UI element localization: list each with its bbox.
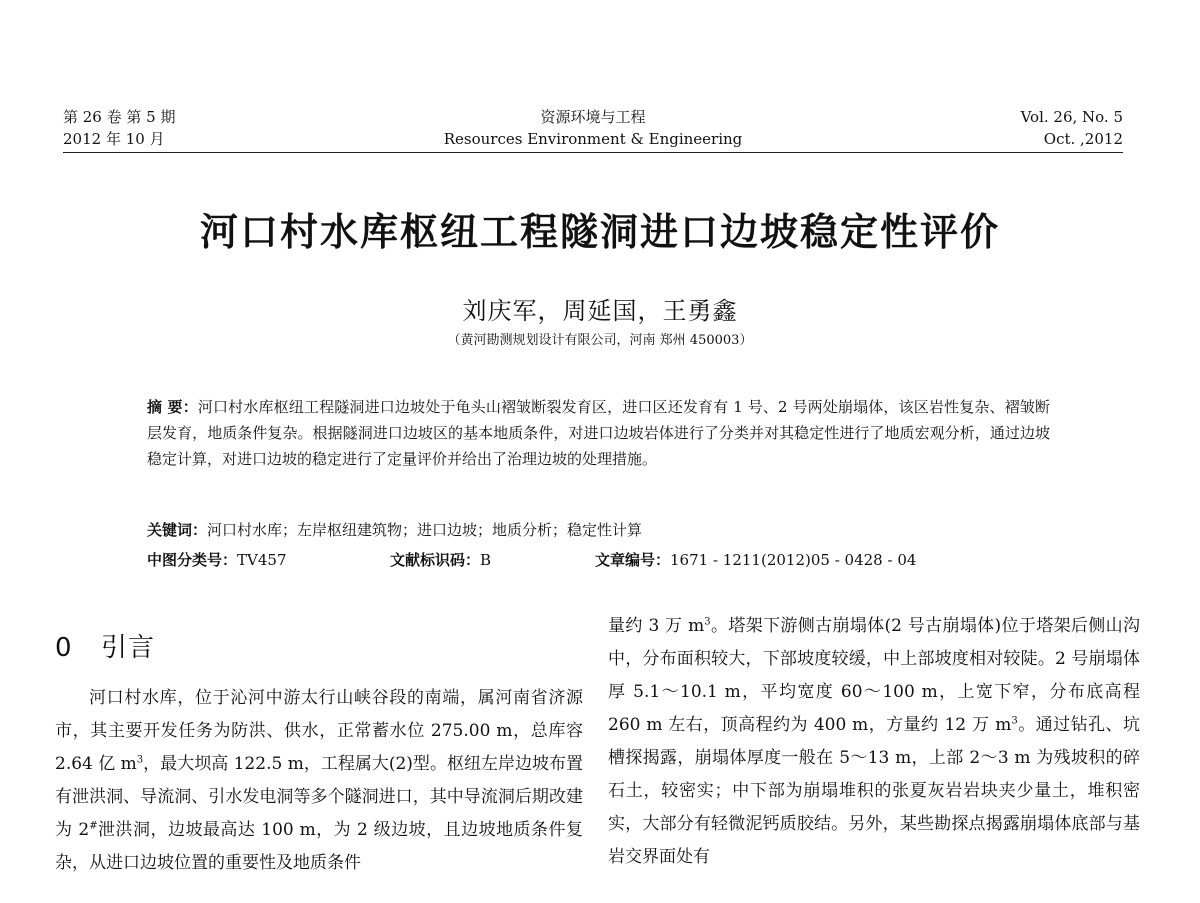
classification-line — [147, 548, 1050, 572]
affiliation: （黄河勘测规划设计有限公司，河南 郑州 450003） — [447, 333, 753, 348]
body-column-right — [608, 610, 1140, 874]
doc-label: 文献标识码： — [390, 551, 481, 569]
left-text-1: 河口村水库，位于沁河中游太行山峡谷段的南端，属河南省济源市，其主要开发任务为防洪、供水，正常蓄水位 275.00 m，总库容 2.64 亿 m — [55, 688, 583, 774]
right-text-2: 。塔架下游侧古崩塌体(2 号古崩塌体)位于塔架后侧山沟中，分布面积较大，下部坡度较缓，中上部坡度相对较陡。2 号崩塌体厚 5.1～10.1 m，平均宽度 60～100 m，上宽下窄，分布底高程 260 m 左右，顶高程约为 400 m，方量约 12 万 m — [608, 616, 1140, 735]
superscript-hash: # — [89, 820, 98, 832]
article-label: 文章编号： — [595, 551, 671, 569]
clc-number — [147, 548, 286, 572]
left-text-2: ，最大坝高 122.5 m，工程属大(2)型。枢纽左岸边坡布置有泄洪洞、导流洞、引水发电洞等多个隧洞进口，其中导流洞后期改建为 2 — [55, 754, 583, 840]
keywords — [147, 518, 1050, 542]
authors: 刘庆军，周延国，王勇鑫 — [462, 297, 738, 325]
superscript-cubic: 3 — [136, 754, 144, 766]
right-text-3: 。通过钻孔、坑槽探揭露，崩塌体厚度一般在 5～13 m，上部 2～3 m 为残坡积的碎石土，较密实；中下部为崩塌堆积的张夏灰岩岩块夹少量土，堆积密实，大部分有轻微泥钙质胶结。另外，某些勘探点揭露崩塌体底部与基岩交界面处有 — [608, 715, 1141, 867]
paper-title: 河口村水库枢纽工程隧洞进口边坡稳定性评价 — [199, 210, 1000, 254]
article-number — [595, 548, 916, 572]
superscript-cubic: 3 — [1011, 715, 1018, 727]
running-header — [63, 106, 1123, 152]
header-right — [1021, 106, 1123, 150]
journal-name-en: Resources Environment & Engineering — [443, 130, 743, 148]
clc-label: 中图分类号： — [147, 551, 238, 569]
abstract-label: 摘 要： — [147, 398, 198, 416]
abstract-text: 河口村水库枢纽工程隧洞进口边坡处于龟头山褶皱断裂发育区，进口区还发育有 1 号、2 号两处崩塌体，该区岩性复杂、褶皱断层发育，地质条件复杂。根据隧洞进口边坡区的基本地质条件，对进口边坡岩体进行了分类并对其稳定性进行了地质宏观分析，通过边坡稳定计算，对进口边坡的稳定进行了定量评价并给出了治理边坡的处理措施。 — [147, 398, 1050, 468]
header-rule — [63, 152, 1123, 153]
body-column-left — [55, 682, 583, 880]
superscript-cubic: 3 — [704, 616, 711, 628]
keywords-label: 关键词： — [147, 521, 208, 539]
article-value: 1671 - 1211(2012)05 - 0428 - 04 — [670, 551, 917, 569]
date-en: Oct. ,2012 — [1043, 130, 1123, 148]
left-text-3: 泄洪洞，边坡最高达 100 m，为 2 级边坡，且边坡地质条件复杂，从进口边坡位置的重要性及地质条件 — [55, 820, 583, 873]
section-title: 引言 — [101, 633, 156, 663]
journal-name-cn: 资源环境与工程 — [540, 108, 646, 126]
clc-value: TV457 — [237, 551, 287, 569]
date-cn: 2012 年 10 月 — [63, 130, 165, 148]
header-center — [63, 106, 1123, 150]
right-text-1: 量约 3 万 m — [608, 616, 705, 636]
abstract — [147, 394, 1050, 472]
section-heading — [55, 630, 155, 666]
section-number: 0 — [55, 633, 73, 663]
volume-issue-cn: 第 26 卷 第 5 期 — [63, 108, 176, 126]
document-code — [390, 548, 491, 572]
keywords-text: 河口村水库；左岸枢纽建筑物；进口边坡；地质分析；稳定性计算 — [207, 521, 643, 539]
volume-issue-en: Vol. 26, No. 5 — [1020, 108, 1123, 126]
doc-value: B — [480, 551, 492, 569]
